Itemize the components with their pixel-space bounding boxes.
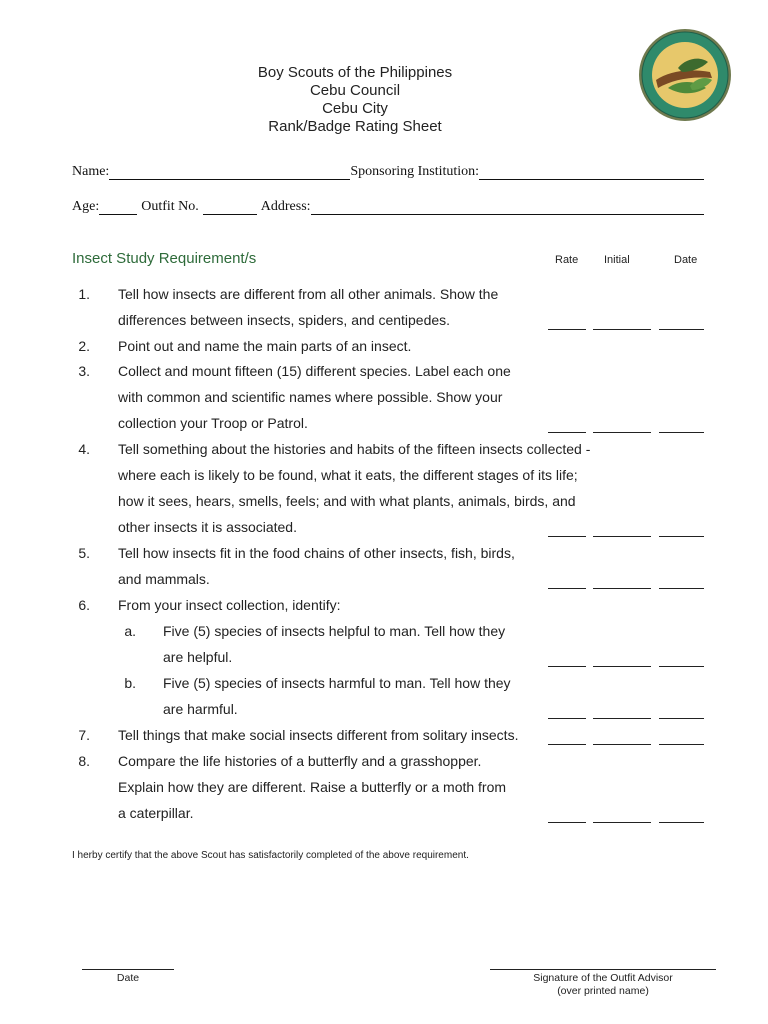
city-name: Cebu City (322, 100, 388, 117)
date-blank[interactable] (659, 821, 704, 823)
address-field[interactable] (311, 200, 704, 215)
rating-blanks (548, 525, 704, 537)
requirement-text-line: differences between insects, spiders, and centipedes. (118, 312, 451, 328)
requirement-text-line: where each is likely to be found, what it eats, the different stages of its life; (118, 467, 578, 483)
requirement-text-line: are helpful. (163, 649, 233, 665)
requirement-text-line: Point out and name the main parts of an insect. (118, 338, 412, 354)
section-title: Insect Study Requirement/s (72, 250, 257, 267)
rating-blanks (548, 733, 704, 745)
requirement-text-line: Tell things that make social insects different from solitary insects. (118, 727, 519, 743)
document-header (0, 64, 710, 136)
rate-blank[interactable] (548, 821, 586, 823)
rating-blanks (548, 707, 704, 719)
name-label: Name: (72, 164, 110, 179)
age-row (72, 199, 704, 215)
rate-blank[interactable] (548, 665, 586, 667)
certification-text: I herby certify that the above Scout has satisfactorily completed of the above requirement. (72, 850, 469, 861)
rate-blank[interactable] (548, 717, 586, 719)
rate-blank[interactable] (548, 535, 586, 537)
requirement-text-line: Tell something about the histories and habits of the fifteen insects collected - (118, 441, 591, 457)
date-blank[interactable] (659, 665, 704, 667)
requirement-number: 3. (78, 363, 90, 379)
advisor-signature-label (490, 972, 716, 998)
date-signature-line[interactable] (82, 969, 174, 970)
requirement-text-line: Five (5) species of insects harmful to man. Tell how they (163, 675, 511, 691)
sponsoring-label: Sponsoring Institution: (350, 164, 480, 179)
rate-blank[interactable] (548, 431, 586, 433)
requirement-number: 2. (78, 338, 90, 354)
date-blank[interactable] (659, 743, 704, 745)
rate-blank[interactable] (548, 328, 586, 330)
council-name: Cebu Council (309, 82, 401, 99)
requirement-text-line: Tell how insects are different from all other animals. Show the (118, 286, 499, 302)
requirement-text-line: Compare the life histories of a butterfly and a grasshopper. (118, 753, 482, 769)
requirement-text-line: a caterpillar. (118, 805, 194, 821)
date-blank[interactable] (659, 431, 704, 433)
address-label: Address: (260, 199, 311, 214)
date-blank[interactable] (659, 328, 704, 330)
rating-blanks (548, 655, 704, 667)
outfit-label: Outfit No. (141, 199, 199, 214)
requirement-text-line: Five (5) species of insects helpful to man. Tell how they (163, 623, 506, 639)
rating-blanks (548, 421, 704, 433)
column-date: Date (674, 254, 698, 266)
initial-blank[interactable] (593, 821, 651, 823)
requirement-number: 5. (78, 545, 90, 561)
requirement-number: 4. (78, 441, 90, 457)
column-rate: Rate (555, 254, 579, 266)
requirement-number: 6. (78, 597, 90, 613)
rate-blank[interactable] (548, 743, 586, 745)
date-blank[interactable] (659, 535, 704, 537)
sponsoring-field[interactable] (479, 165, 704, 180)
requirement-text-line: other insects it is associated. (118, 519, 297, 535)
date-label: Date (116, 972, 140, 984)
requirement-text-line: From your insect collection, identify: (118, 597, 341, 613)
age-label: Age: (72, 199, 100, 214)
requirement-text-line: are harmful. (163, 701, 238, 717)
name-row (72, 164, 704, 180)
column-initial: Initial (604, 254, 630, 266)
requirement-number: a. (124, 623, 136, 639)
requirement-number: 1. (78, 286, 90, 302)
requirement-number: b. (124, 675, 136, 691)
initial-blank[interactable] (593, 717, 651, 719)
rate-blank[interactable] (548, 587, 586, 589)
name-field[interactable] (109, 165, 350, 180)
advisor-label: Signature of the Outfit Advisor (533, 972, 673, 984)
age-field[interactable] (99, 200, 137, 215)
date-blank[interactable] (659, 717, 704, 719)
advisor-sub-label: (over printed name) (557, 985, 649, 997)
org-name: Boy Scouts of the Philippines (257, 64, 453, 81)
advisor-signature-line[interactable] (490, 969, 716, 970)
requirement-text-line: how it sees, hears, smells, feels; and with what plants, animals, birds, and (118, 493, 576, 509)
initial-blank[interactable] (593, 328, 651, 330)
initial-blank[interactable] (593, 587, 651, 589)
rating-blanks (548, 811, 704, 823)
requirement-text-line: with common and scientific names where possible. Show your (118, 389, 503, 405)
sheet-title: Rank/Badge Rating Sheet (268, 118, 442, 135)
rating-blanks (548, 318, 704, 330)
requirement-text-line: Explain how they are different. Raise a butterfly or a moth from (118, 779, 507, 795)
initial-blank[interactable] (593, 743, 651, 745)
requirement-text-line: and mammals. (118, 571, 210, 587)
outfit-field[interactable] (203, 200, 257, 215)
requirement-text-line: Tell how insects fit in the food chains of other insects, fish, birds, (118, 545, 515, 561)
initial-blank[interactable] (593, 431, 651, 433)
requirement-text-line: collection your Troop or Patrol. (118, 415, 308, 431)
rating-blanks (548, 577, 704, 589)
date-blank[interactable] (659, 587, 704, 589)
initial-blank[interactable] (593, 665, 651, 667)
merit-badge-icon (638, 28, 732, 122)
requirement-text-line: Collect and mount fifteen (15) different species. Label each one (118, 363, 511, 379)
requirement-number: 7. (78, 727, 90, 743)
initial-blank[interactable] (593, 535, 651, 537)
requirement-number: 8. (78, 753, 90, 769)
